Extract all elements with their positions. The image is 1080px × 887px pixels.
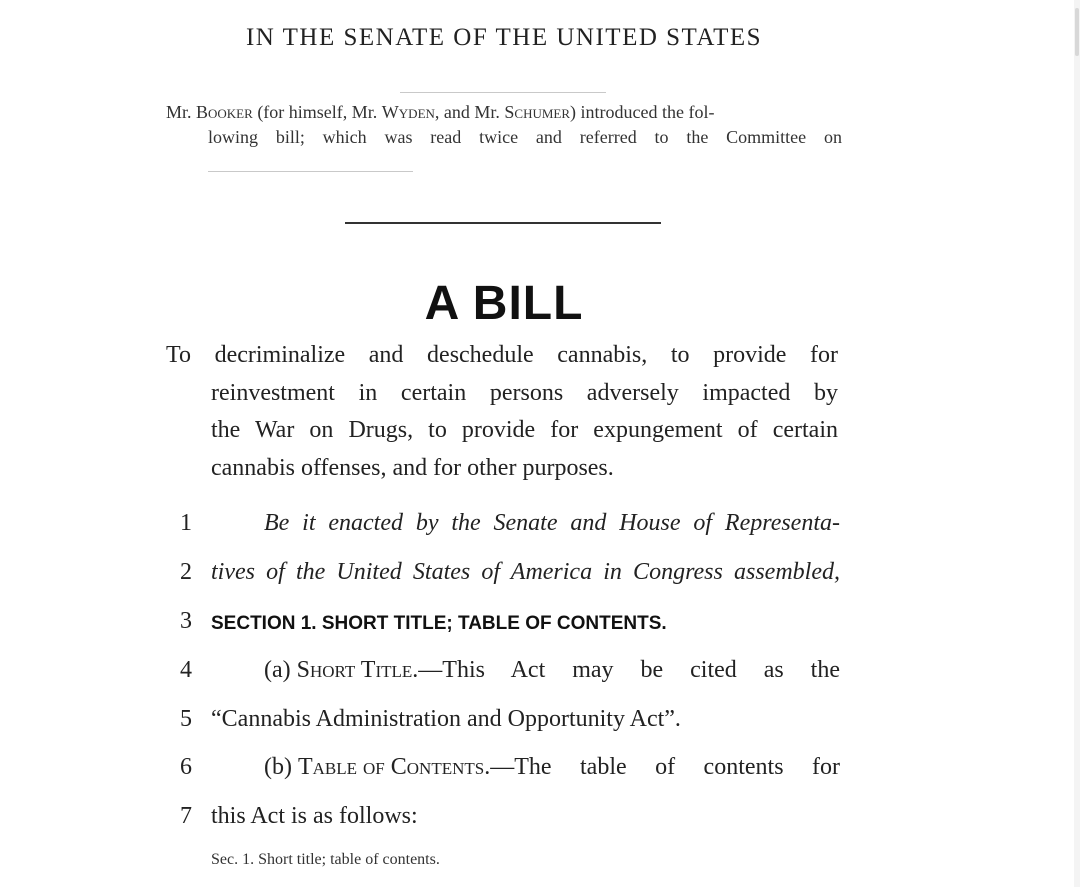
toc-text: .—The table of contents for	[484, 754, 840, 780]
line-number: 2	[180, 559, 192, 585]
cosponsor-name-1: Wyden	[381, 102, 435, 122]
line-number: 5	[180, 706, 192, 732]
scrollbar[interactable]	[1074, 0, 1080, 887]
intro-mr-1: Mr.	[166, 102, 197, 122]
line-number: 3	[180, 608, 192, 634]
intro-text-4: ) introduced the fol-	[570, 102, 715, 122]
short-title-heading: Short Title	[296, 657, 413, 683]
act-name: “Cannabis Administration and Opportunity Act”.	[211, 706, 681, 732]
title-divider	[345, 222, 661, 224]
enacting-clause-line-1: Be it enacted by the Senate and House of Representa-	[264, 510, 840, 536]
introduction-line-2: lowing bill; which was read twice and referred to the Committee on	[208, 127, 842, 147]
toc-intro: this Act is as follows:	[211, 803, 418, 829]
scrollbar-thumb[interactable]	[1075, 8, 1079, 56]
section-heading: SECTION 1. SHORT TITLE; TABLE OF CONTENTS.	[211, 613, 667, 634]
purpose-line-1: To decriminalize and deschedule cannabis, to provide for	[166, 342, 838, 368]
line-number: 6	[180, 754, 192, 780]
bill-title: A BILL	[424, 277, 584, 330]
toc-heading: Table of Contents	[297, 754, 485, 780]
sponsor-name: Booker	[196, 102, 253, 122]
toc-label: (b)	[264, 754, 298, 780]
purpose-line-4: cannabis offenses, and for other purposes.	[211, 455, 614, 481]
purpose-line-3: the War on Drugs, to provide for expungement of certain	[211, 417, 838, 443]
short-title-label: (a)	[264, 657, 297, 683]
intro-text-3: , and Mr.	[434, 102, 505, 122]
line-number: 1	[180, 510, 192, 536]
toc-paragraph	[264, 754, 840, 781]
short-title-paragraph	[264, 657, 840, 684]
intro-text-2: (for himself, Mr.	[252, 102, 382, 122]
cosponsor-name-2: Schumer	[504, 102, 571, 122]
chamber-header: IN THE SENATE OF THE UNITED STATES	[245, 24, 763, 51]
committee-blank-line	[208, 171, 413, 172]
header-divider	[400, 92, 606, 93]
introduction-line-1	[166, 102, 842, 123]
line-number: 4	[180, 657, 192, 683]
enacting-clause-line-2: tives of the United States of America in Congress assembled,	[211, 559, 840, 585]
purpose-line-2: reinvestment in certain persons adversely impacted by	[211, 380, 838, 406]
line-number: 7	[180, 803, 192, 829]
toc-entry: Sec. 1. Short title; table of contents.	[211, 851, 440, 868]
short-title-text: .—This Act may be cited as the	[412, 657, 840, 683]
